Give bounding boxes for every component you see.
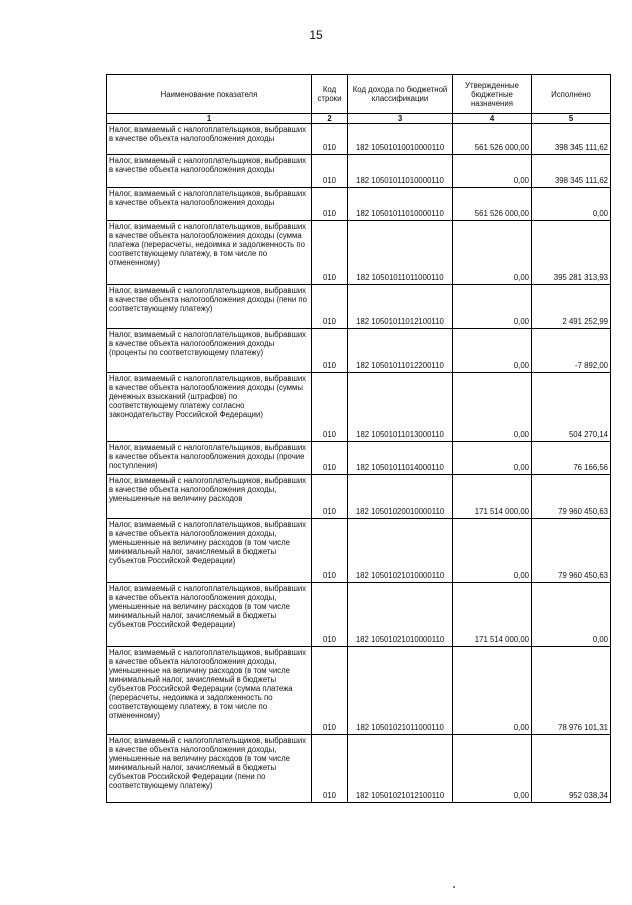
- executed-amount-cell: 2 491 252,99: [532, 285, 611, 329]
- table-row: [107, 519, 611, 583]
- column-index: 3: [348, 114, 453, 124]
- table-row: [107, 373, 611, 442]
- approved-amount-cell: 0,00: [453, 155, 532, 188]
- executed-amount-cell: 395 281 313,93: [532, 221, 611, 285]
- indicator-name-cell: Налог, взимаемый с налогоплательщиков, выбравших в качестве объекта налогообложения доходы (пени по соответствующему платежу): [107, 285, 312, 329]
- line-code-cell: 010: [312, 155, 348, 188]
- approved-amount-cell: 0,00: [453, 285, 532, 329]
- income-code-cell: 182 10501021010000110: [348, 583, 453, 647]
- line-code-cell: 010: [312, 583, 348, 647]
- approved-amount-cell: 561 526 000,00: [453, 124, 532, 155]
- indicator-name-cell: Налог, взимаемый с налогоплательщиков, выбравших в качестве объекта налогообложения доходы: [107, 124, 312, 155]
- approved-amount-cell: 561 526 000,00: [453, 188, 532, 221]
- approved-amount-cell: 0,00: [453, 221, 532, 285]
- indicator-name-cell: Налог, взимаемый с налогоплательщиков, выбравших в качестве объекта налогообложения доходы: [107, 155, 312, 188]
- approved-amount-cell: 171 514 000,00: [453, 583, 532, 647]
- header-executed: Исполнено: [532, 75, 611, 114]
- scan-mark: [453, 886, 455, 888]
- income-code-cell: 182 10501011010000110: [348, 188, 453, 221]
- approved-amount-cell: 0,00: [453, 329, 532, 373]
- table-row: [107, 285, 611, 329]
- income-code-cell: 182 10501021010000110: [348, 519, 453, 583]
- executed-amount-cell: 398 345 111,62: [532, 155, 611, 188]
- budget-execution-table: [106, 74, 611, 803]
- header-approved: Утвержденные бюджетные назначения: [453, 75, 532, 114]
- indicator-name-cell: Налог, взимаемый с налогоплательщиков, выбравших в качестве объекта налогообложения доходы (проценты по соответствующему платежу): [107, 329, 312, 373]
- line-code-cell: 010: [312, 188, 348, 221]
- table-row: [107, 442, 611, 475]
- executed-amount-cell: 504 270,14: [532, 373, 611, 442]
- approved-amount-cell: 171 514 000,00: [453, 475, 532, 519]
- line-code-cell: 010: [312, 442, 348, 475]
- approved-amount-cell: 0,00: [453, 735, 532, 803]
- line-code-cell: 010: [312, 373, 348, 442]
- line-code-cell: 010: [312, 475, 348, 519]
- income-code-cell: 182 10501011013000110: [348, 373, 453, 442]
- line-code-cell: 010: [312, 647, 348, 735]
- indicator-name-cell: Налог, взимаемый с налогоплательщиков, выбравших в качестве объекта налогообложения доходы (прочие поступления): [107, 442, 312, 475]
- income-code-cell: 182 10501011010000110: [348, 155, 453, 188]
- column-index: 5: [532, 114, 611, 124]
- column-index: 2: [312, 114, 348, 124]
- column-index: 4: [453, 114, 532, 124]
- table-row: [107, 647, 611, 735]
- table-row: [107, 221, 611, 285]
- header-income-code: Код дохода по бюджетной классификации: [348, 75, 453, 114]
- executed-amount-cell: 398 345 111,62: [532, 124, 611, 155]
- income-code-cell: 182 10501021011000110: [348, 647, 453, 735]
- line-code-cell: 010: [312, 285, 348, 329]
- line-code-cell: 010: [312, 519, 348, 583]
- executed-amount-cell: 952 038,34: [532, 735, 611, 803]
- income-code-cell: 182 10501020010000110: [348, 475, 453, 519]
- indicator-name-cell: Налог, взимаемый с налогоплательщиков, выбравших в качестве объекта налогообложения доходы, уменьшенные на величину расходов (в том числе минимальный налог, зачисляемый в бюджеты субъектов Российской Федерации): [107, 583, 312, 647]
- column-index-row: [107, 114, 611, 124]
- table-row: [107, 155, 611, 188]
- line-code-cell: 010: [312, 221, 348, 285]
- indicator-name-cell: Налог, взимаемый с налогоплательщиков, выбравших в качестве объекта налогообложения доходы: [107, 188, 312, 221]
- executed-amount-cell: 0,00: [532, 188, 611, 221]
- line-code-cell: 010: [312, 124, 348, 155]
- executed-amount-cell: -7 892,00: [532, 329, 611, 373]
- table-row: [107, 735, 611, 803]
- income-code-cell: 182 10501011011000110: [348, 221, 453, 285]
- executed-amount-cell: 76 166,56: [532, 442, 611, 475]
- indicator-name-cell: Налог, взимаемый с налогоплательщиков, выбравших в качестве объекта налогообложения доходы, уменьшенные на величину расходов: [107, 475, 312, 519]
- income-code-cell: 182 10501010010000110: [348, 124, 453, 155]
- page-number: 15: [309, 28, 323, 42]
- table-row: [107, 188, 611, 221]
- executed-amount-cell: 78 976 101,31: [532, 647, 611, 735]
- table-row: [107, 329, 611, 373]
- indicator-name-cell: Налог, взимаемый с налогоплательщиков, выбравших в качестве объекта налогообложения доходы, уменьшенные на величину расходов (в том числе минимальный налог, зачисляемый в бюджеты субъектов Российской Федерации (пени по соответствующему платежу): [107, 735, 312, 803]
- income-code-cell: 182 10501021012100110: [348, 735, 453, 803]
- indicator-name-cell: Налог, взимаемый с налогоплательщиков, выбравших в качестве объекта налогообложения доходы, уменьшенные на величину расходов (в том числе минимальный налог, зачисляемый в бюджеты субъектов Российской Федерации): [107, 519, 312, 583]
- income-code-cell: 182 10501011012100110: [348, 285, 453, 329]
- table-row: [107, 475, 611, 519]
- income-code-cell: 182 10501011014000110: [348, 442, 453, 475]
- executed-amount-cell: 79 960 450,63: [532, 519, 611, 583]
- table-row: [107, 124, 611, 155]
- approved-amount-cell: 0,00: [453, 442, 532, 475]
- table-row: [107, 583, 611, 647]
- approved-amount-cell: 0,00: [453, 373, 532, 442]
- indicator-name-cell: Налог, взимаемый с налогоплательщиков, выбравших в качестве объекта налогообложения доходы, уменьшенные на величину расходов (в том числе минимальный налог, зачисляемый в бюджеты субъектов Российской Федерации (сумма платежа (перерасчеты, недоимка и задолженность по соответствующему платежу, в том числе по отмененному): [107, 647, 312, 735]
- approved-amount-cell: 0,00: [453, 519, 532, 583]
- income-code-cell: 182 10501011012200110: [348, 329, 453, 373]
- executed-amount-cell: 0,00: [532, 583, 611, 647]
- header-line-code: Код строки: [312, 75, 348, 114]
- header-indicator-name: Наименование показателя: [107, 75, 312, 114]
- indicator-name-cell: Налог, взимаемый с налогоплательщиков, выбравших в качестве объекта налогообложения доходы (сумма платежа (перерасчеты, недоимка и задолженность по соответствующему платежу, в том числе по отмененному): [107, 221, 312, 285]
- approved-amount-cell: 0,00: [453, 647, 532, 735]
- indicator-name-cell: Налог, взимаемый с налогоплательщиков, выбравших в качестве объекта налогообложения доходы (суммы денежных взысканий (штрафов) по соответствующему платежу согласно законодательству Российской Федерации): [107, 373, 312, 442]
- line-code-cell: 010: [312, 735, 348, 803]
- column-index: 1: [107, 114, 312, 124]
- executed-amount-cell: 79 960 450,63: [532, 475, 611, 519]
- line-code-cell: 010: [312, 329, 348, 373]
- header-row: [107, 75, 611, 114]
